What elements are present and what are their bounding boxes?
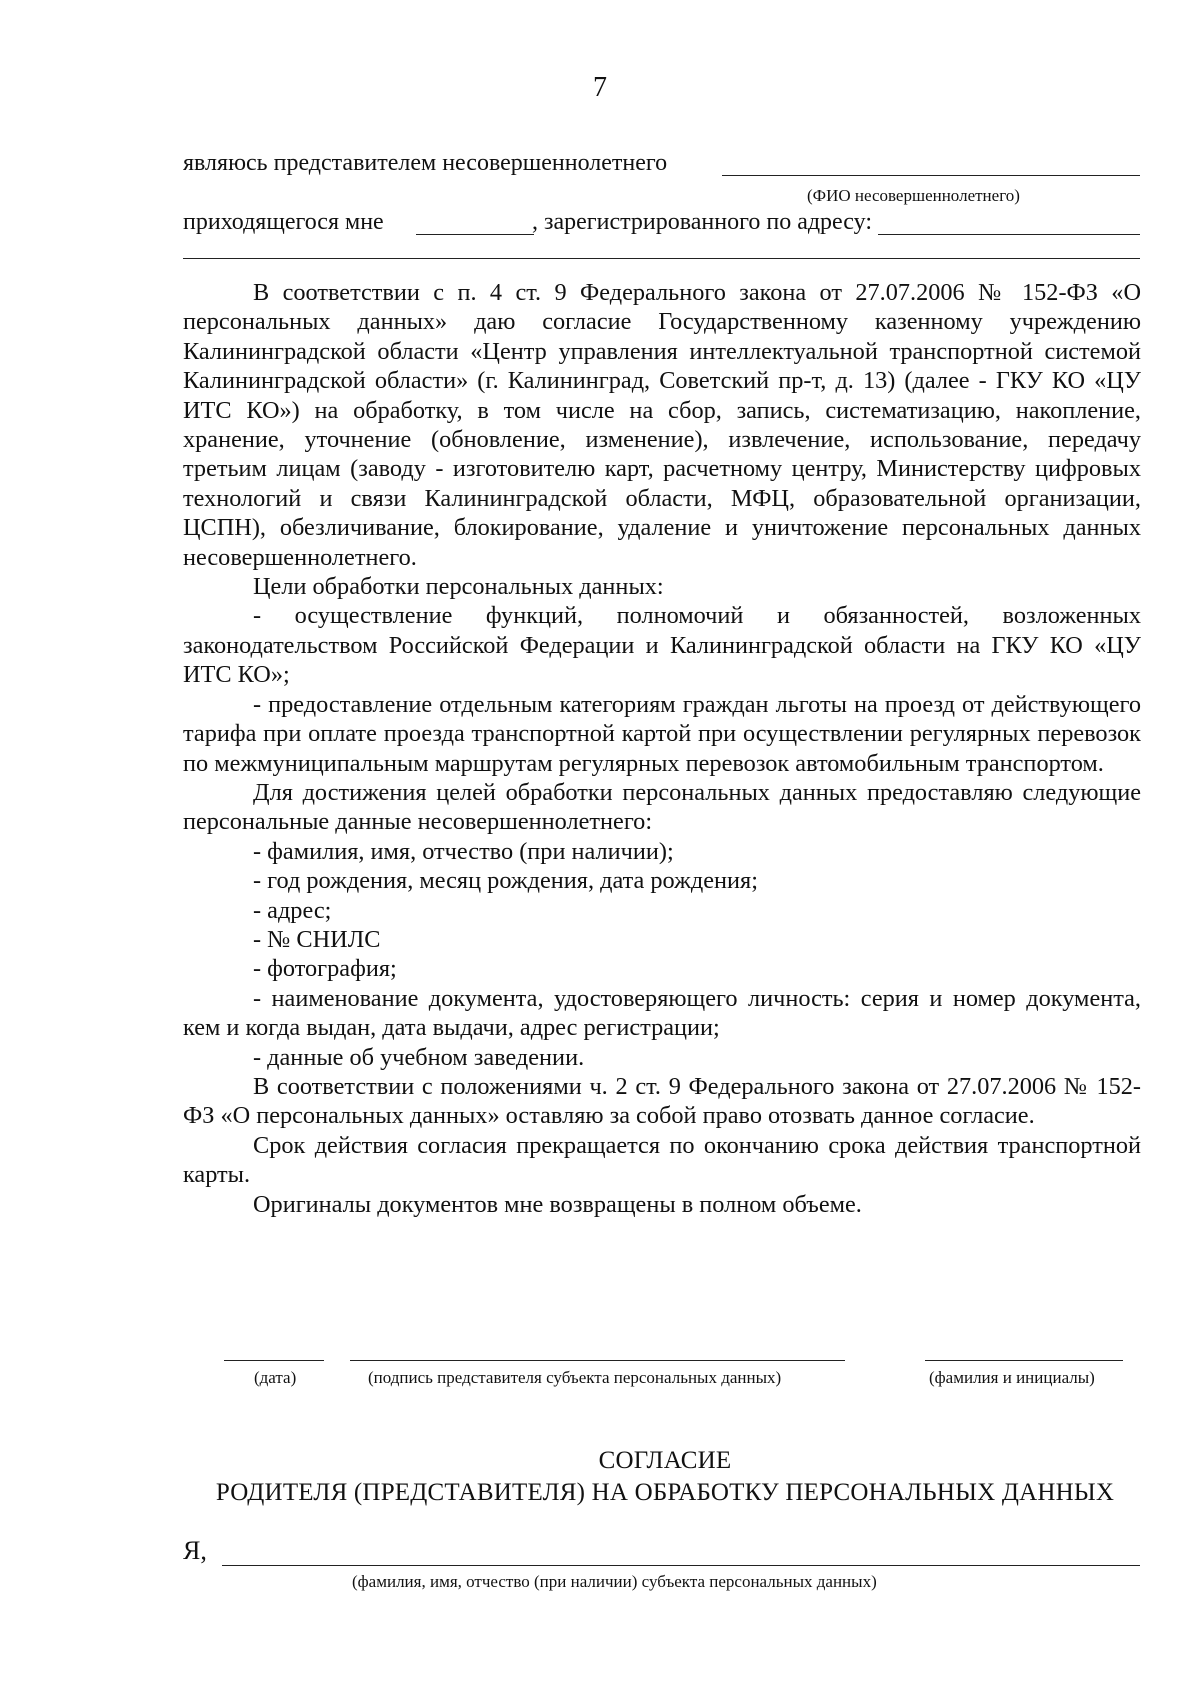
address-field-1[interactable]: [878, 234, 1140, 235]
relation-field[interactable]: [416, 234, 534, 235]
body-paragraph: - № СНИЛС: [253, 925, 381, 953]
body-paragraph: - год рождения, месяц рождения, дата рождения;: [253, 867, 758, 895]
date-caption: (дата): [254, 1368, 297, 1387]
body-paragraph: - данные об учебном заведении.: [253, 1043, 585, 1071]
minor-name-caption: (ФИО несовершеннолетнего): [807, 186, 1020, 205]
body-paragraph: Цели обработки персональных данных:: [253, 573, 664, 601]
body-paragraph: - наименование документа, удостоверяющего личность: серия и номер документа, кем и когда выдан, дата выдачи, адрес регистрации;: [183, 984, 1141, 1042]
page-number: 7: [593, 72, 607, 103]
consent-title: СОГЛАСИЕ: [598, 1447, 732, 1474]
body-paragraph: Для достижения целей обработки персональных данных предоставляю следующие персональные данные несовершеннолетнего:: [183, 778, 1141, 836]
body-paragraph: - фамилия, имя, отчество (при наличии);: [253, 837, 674, 865]
signature-caption: (подпись представителя субъекта персональных данных): [368, 1368, 782, 1387]
minor-name-field[interactable]: [722, 175, 1140, 176]
consent-body: [183, 278, 1141, 1219]
address-field-2[interactable]: [183, 258, 1140, 259]
body-paragraph: В соответствии с положениями ч. 2 ст. 9 Федерального закона от 27.07.2006 № 152-ФЗ «О персональных данных» оставляю за собой право отозвать данное согласие.: [183, 1072, 1141, 1130]
relation-label: приходящегося мне: [183, 209, 384, 235]
body-paragraph: В соответствии с п. 4 ст. 9 Федерального закона от 27.07.2006 № 152-ФЗ «О персональных данных» даю согласие Государственному казенному учреждению Калининградской области «Центр управления интеллектуальной транспортной системой Калининградской области» (г. Калининград, Советский пр-т, д. 13) (далее - ГКУ КО «ЦУ ИТС КО») на обработку, в том числе на сбор, запись, систематизацию, накопление, хранение, уточнение (обновление, изменение), извлечение, использование, передачу третьим лицам (заводу - изготовителю карт, расчетному центру, Министерству цифровых технологий и связи Калининградской области, МФЦ, образовательной организации, ЦСПН), обезличивание, блокирование, удаление и уничтожение персональных данных несовершеннолетнего.: [183, 279, 1141, 571]
body-paragraph: - предоставление отдельным категориям граждан льготы на проезд от действующего тарифа при оплате проезда транспортной картой при осуществлении регулярных перевозок по межмуниципальным маршрутам регулярных перевозок автомобильным транспортом.: [183, 690, 1141, 777]
registered-address-label: , зарегистрированного по адресу:: [532, 209, 872, 235]
name-caption: (фамилия и инициалы): [929, 1368, 1095, 1387]
name-initials-field[interactable]: [925, 1360, 1123, 1361]
subject-prefix: Я,: [183, 1536, 207, 1565]
consent-subtitle: РОДИТЕЛЯ (ПРЕДСТАВИТЕЛЯ) НА ОБРАБОТКУ ПЕРСОНАЛЬНЫХ ДАННЫХ: [215, 1479, 1115, 1506]
body-paragraph: - адрес;: [253, 896, 332, 924]
date-field[interactable]: [224, 1360, 324, 1361]
body-paragraph: - осуществление функций, полномочий и обязанностей, возложенных законодательством Российской Федерации и Калининградской области на ГКУ КО «ЦУ ИТС КО»;: [183, 602, 1141, 689]
subject-name-field[interactable]: [222, 1565, 1140, 1566]
body-paragraph: Срок действия согласия прекращается по окончанию срока действия транспортной карты.: [183, 1131, 1141, 1189]
body-paragraph: Оригиналы документов мне возвращены в полном объеме.: [253, 1190, 862, 1218]
body-paragraph: - фотография;: [253, 955, 397, 983]
subject-name-caption: (фамилия, имя, отчество (при наличии) субъекта персональных данных): [352, 1572, 877, 1591]
signature-field[interactable]: [350, 1360, 845, 1361]
representative-label: являюсь представителем несовершеннолетнего: [183, 150, 668, 176]
